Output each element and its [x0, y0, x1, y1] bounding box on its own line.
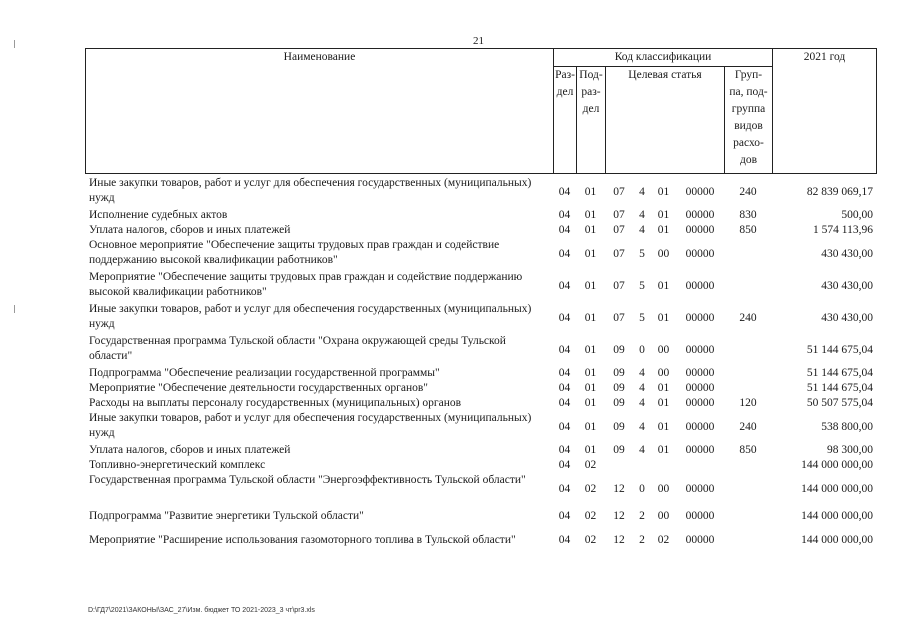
file-path: D:\ГД7\2021\ЗАКОНЫ\ЗАС_27\Изм. бюджет ТО 2021-2023_3 чт\pr3.xls	[88, 607, 315, 614]
header-group: Груп- па, под- группа видов расхо- дов	[725, 67, 773, 174]
page-number: 21	[473, 35, 484, 47]
row-target-program: 09	[613, 444, 625, 456]
table-row	[85, 238, 876, 270]
row-expense-group	[724, 527, 772, 553]
row-target-program: 12	[613, 533, 625, 546]
row-target-subprogram: 0	[639, 482, 645, 495]
row-target-event: 00	[657, 367, 670, 379]
row-expense-group: 850	[739, 444, 757, 456]
row-razdel: 04	[558, 224, 571, 236]
row-target-subprogram: 4	[639, 367, 645, 379]
table-row	[85, 366, 876, 381]
row-target-direction: 00000	[685, 185, 715, 198]
row-podrazdel: 02	[584, 459, 597, 471]
row-name: Мероприятие "Обеспечение защиты трудовых прав граждан и содействие поддержанию высокой квалификации работников"	[89, 271, 523, 298]
row-podrazdel: 01	[584, 279, 597, 292]
row-target-program: 07	[613, 247, 625, 260]
row-expense-group	[724, 334, 772, 366]
row-target-program: 09	[613, 420, 625, 433]
row-target-event: 01	[657, 397, 670, 409]
row-amount: 98 300,00	[827, 444, 873, 456]
row-razdel: 04	[558, 311, 571, 324]
table-row	[85, 505, 876, 527]
row-amount: 82 839 069,17	[806, 185, 873, 198]
row-target-program: 09	[613, 382, 625, 394]
header-razdel: Раз- дел	[554, 67, 577, 174]
row-target-program: 07	[613, 209, 625, 221]
row-target-subprogram: 4	[639, 420, 645, 433]
row-target-event	[651, 458, 676, 473]
row-target-event: 00	[657, 343, 670, 356]
row-amount: 50 507 575,04	[806, 397, 873, 409]
row-target-subprogram: 4	[639, 397, 645, 409]
row-razdel: 04	[558, 279, 571, 292]
row-razdel: 04	[558, 509, 571, 522]
row-target-event: 01	[657, 279, 670, 292]
row-target-event: 01	[657, 382, 670, 394]
row-razdel: 04	[558, 343, 571, 356]
row-target-program: 07	[613, 185, 625, 198]
row-amount: 51 144 675,04	[806, 382, 873, 394]
scan-margin-mark	[14, 305, 15, 313]
row-podrazdel: 01	[584, 311, 597, 324]
row-target-direction: 00000	[685, 482, 715, 495]
row-target-program: 09	[613, 367, 625, 379]
row-amount: 144 000 000,00	[801, 482, 873, 495]
row-target-program: 12	[613, 482, 625, 495]
row-target-subprogram: 4	[639, 185, 645, 198]
scan-margin-mark	[14, 40, 15, 48]
row-podrazdel: 01	[584, 224, 597, 236]
row-expense-group	[724, 366, 772, 381]
row-target-direction: 00000	[685, 209, 715, 221]
row-expense-group: 850	[739, 224, 757, 236]
header-podrazdel: Под- раз- дел	[577, 67, 606, 174]
row-target-program: 07	[613, 311, 625, 324]
row-target-direction: 00000	[685, 343, 715, 356]
row-razdel: 04	[558, 382, 571, 394]
row-target-event: 00	[657, 482, 670, 495]
row-name: Иные закупки товаров, работ и услуг для обеспечения государственных (муниципальных) нужд	[89, 177, 532, 204]
row-expense-group: 830	[739, 209, 757, 221]
row-razdel: 04	[558, 533, 571, 546]
row-expense-group: 240	[739, 420, 757, 433]
row-podrazdel: 02	[584, 509, 597, 522]
row-target-program: 09	[613, 397, 625, 409]
row-name: Иные закупки товаров, работ и услуг для обеспечения государственных (муниципальных) нужд	[89, 303, 532, 330]
row-razdel: 04	[558, 459, 571, 471]
row-name: Государственная программа Тульской области "Охрана окружающей среды Тульской области"	[89, 335, 506, 362]
table-row	[85, 443, 876, 458]
row-name: Государственная программа Тульской области "Энергоэффективность Тульской области"	[89, 474, 526, 486]
row-razdel: 04	[558, 367, 571, 379]
row-target-direction: 00000	[685, 509, 715, 522]
row-target-subprogram	[633, 458, 651, 473]
row-podrazdel: 01	[584, 209, 597, 221]
row-expense-group	[724, 458, 772, 473]
row-podrazdel: 01	[584, 382, 597, 394]
row-amount: 430 430,00	[821, 247, 873, 260]
row-name: Уплата налогов, сборов и иных платежей	[89, 444, 291, 456]
row-expense-group	[724, 505, 772, 527]
row-name: Иные закупки товаров, работ и услуг для обеспечения государственных (муниципальных) нужд	[89, 412, 532, 439]
row-target-subprogram: 4	[639, 224, 645, 236]
row-expense-group: 240	[739, 185, 757, 198]
row-target-direction: 00000	[685, 367, 715, 379]
header-year: 2021 год	[773, 49, 877, 174]
row-name: Подпрограмма "Обеспечение реализации государственной программы"	[89, 367, 440, 379]
row-razdel: 04	[558, 209, 571, 221]
row-razdel: 04	[558, 420, 571, 433]
row-podrazdel: 01	[584, 420, 597, 433]
row-amount: 51 144 675,04	[806, 367, 873, 379]
row-target-program	[605, 458, 633, 473]
row-amount: 500,00	[841, 209, 873, 221]
row-target-subprogram: 0	[639, 343, 645, 356]
row-name: Основное мероприятие "Обеспечение защиты трудовых прав граждан и содействие поддержанию высокой квалификации работников"	[89, 239, 500, 266]
row-amount: 51 144 675,04	[806, 343, 873, 356]
table-row	[85, 334, 876, 366]
row-target-direction: 00000	[685, 420, 715, 433]
row-name: Подпрограмма "Развитие энергетики Тульской области"	[89, 509, 364, 522]
row-target-subprogram: 4	[639, 209, 645, 221]
table-row	[85, 458, 876, 473]
row-name: Исполнение судебных актов	[89, 209, 228, 221]
row-amount: 144 000 000,00	[801, 533, 873, 546]
row-target-direction	[676, 458, 724, 473]
table-row	[85, 302, 876, 334]
row-razdel: 04	[558, 397, 571, 409]
row-amount: 430 430,00	[821, 311, 873, 324]
row-target-event: 00	[657, 509, 670, 522]
row-target-subprogram: 2	[639, 509, 645, 522]
row-target-event: 01	[657, 420, 670, 433]
row-name: Мероприятие "Обеспечение деятельности государственных органов"	[89, 382, 428, 394]
row-target-direction: 00000	[685, 533, 715, 546]
row-target-subprogram: 5	[639, 279, 645, 292]
row-name: Мероприятие "Расширение использования газомоторного топлива в Тульской области"	[89, 533, 516, 546]
row-razdel: 04	[558, 444, 571, 456]
row-amount: 430 430,00	[821, 279, 873, 292]
row-podrazdel: 01	[584, 367, 597, 379]
row-target-event: 01	[657, 224, 670, 236]
row-expense-group	[724, 238, 772, 270]
row-target-event: 01	[657, 209, 670, 221]
row-expense-group	[724, 473, 772, 505]
table-row	[85, 176, 876, 208]
row-podrazdel: 01	[584, 185, 597, 198]
table-row	[85, 411, 876, 443]
table-row	[85, 527, 876, 553]
row-target-subprogram: 4	[639, 382, 645, 394]
row-target-subprogram: 2	[639, 533, 645, 546]
row-target-subprogram: 5	[639, 247, 645, 260]
row-target-event: 00	[657, 247, 670, 260]
table-header	[85, 48, 877, 174]
row-target-direction: 00000	[685, 224, 715, 236]
table-row	[85, 396, 876, 411]
row-target-event: 01	[657, 444, 670, 456]
row-razdel: 04	[558, 482, 571, 495]
row-target-subprogram: 4	[639, 444, 645, 456]
row-razdel: 04	[558, 185, 571, 198]
row-target-event: 02	[657, 533, 670, 546]
row-podrazdel: 01	[584, 397, 597, 409]
row-amount: 1 574 113,96	[813, 224, 873, 236]
row-target-subprogram: 5	[639, 311, 645, 324]
row-name: Расходы на выплаты персоналу государственных (муниципальных) органов	[89, 397, 462, 409]
row-target-event: 01	[657, 185, 670, 198]
row-amount: 538 800,00	[821, 420, 873, 433]
row-target-program: 07	[613, 279, 625, 292]
row-podrazdel: 02	[584, 482, 597, 495]
row-name: Топливно-энергетический комплекс	[89, 459, 266, 471]
row-target-direction: 00000	[685, 279, 715, 292]
row-target-direction: 00000	[685, 311, 715, 324]
row-amount: 144 000 000,00	[801, 459, 873, 471]
table-row	[85, 381, 876, 396]
header-target: Целевая статья	[606, 67, 725, 174]
row-podrazdel: 01	[584, 247, 597, 260]
table-row	[85, 473, 876, 505]
row-target-program: 07	[613, 224, 625, 236]
row-expense-group	[724, 381, 772, 396]
row-podrazdel: 01	[584, 343, 597, 356]
table-row	[85, 223, 876, 238]
row-target-event: 01	[657, 311, 670, 324]
row-razdel: 04	[558, 247, 571, 260]
row-podrazdel: 02	[584, 533, 597, 546]
budget-table	[85, 176, 876, 553]
header-name: Наименование	[86, 49, 554, 174]
row-expense-group	[724, 270, 772, 302]
table-row	[85, 270, 876, 302]
row-target-direction: 00000	[685, 382, 715, 394]
row-name: Уплата налогов, сборов и иных платежей	[89, 224, 291, 236]
row-amount: 144 000 000,00	[801, 509, 873, 522]
row-target-direction: 00000	[685, 247, 715, 260]
header-code: Код классификации	[554, 49, 773, 67]
row-expense-group: 120	[739, 397, 757, 409]
row-target-direction: 00000	[685, 397, 715, 409]
row-podrazdel: 01	[584, 444, 597, 456]
row-target-program: 12	[613, 509, 625, 522]
row-target-direction: 00000	[685, 444, 715, 456]
table-row	[85, 208, 876, 223]
row-expense-group: 240	[739, 311, 757, 324]
row-target-program: 09	[613, 343, 625, 356]
